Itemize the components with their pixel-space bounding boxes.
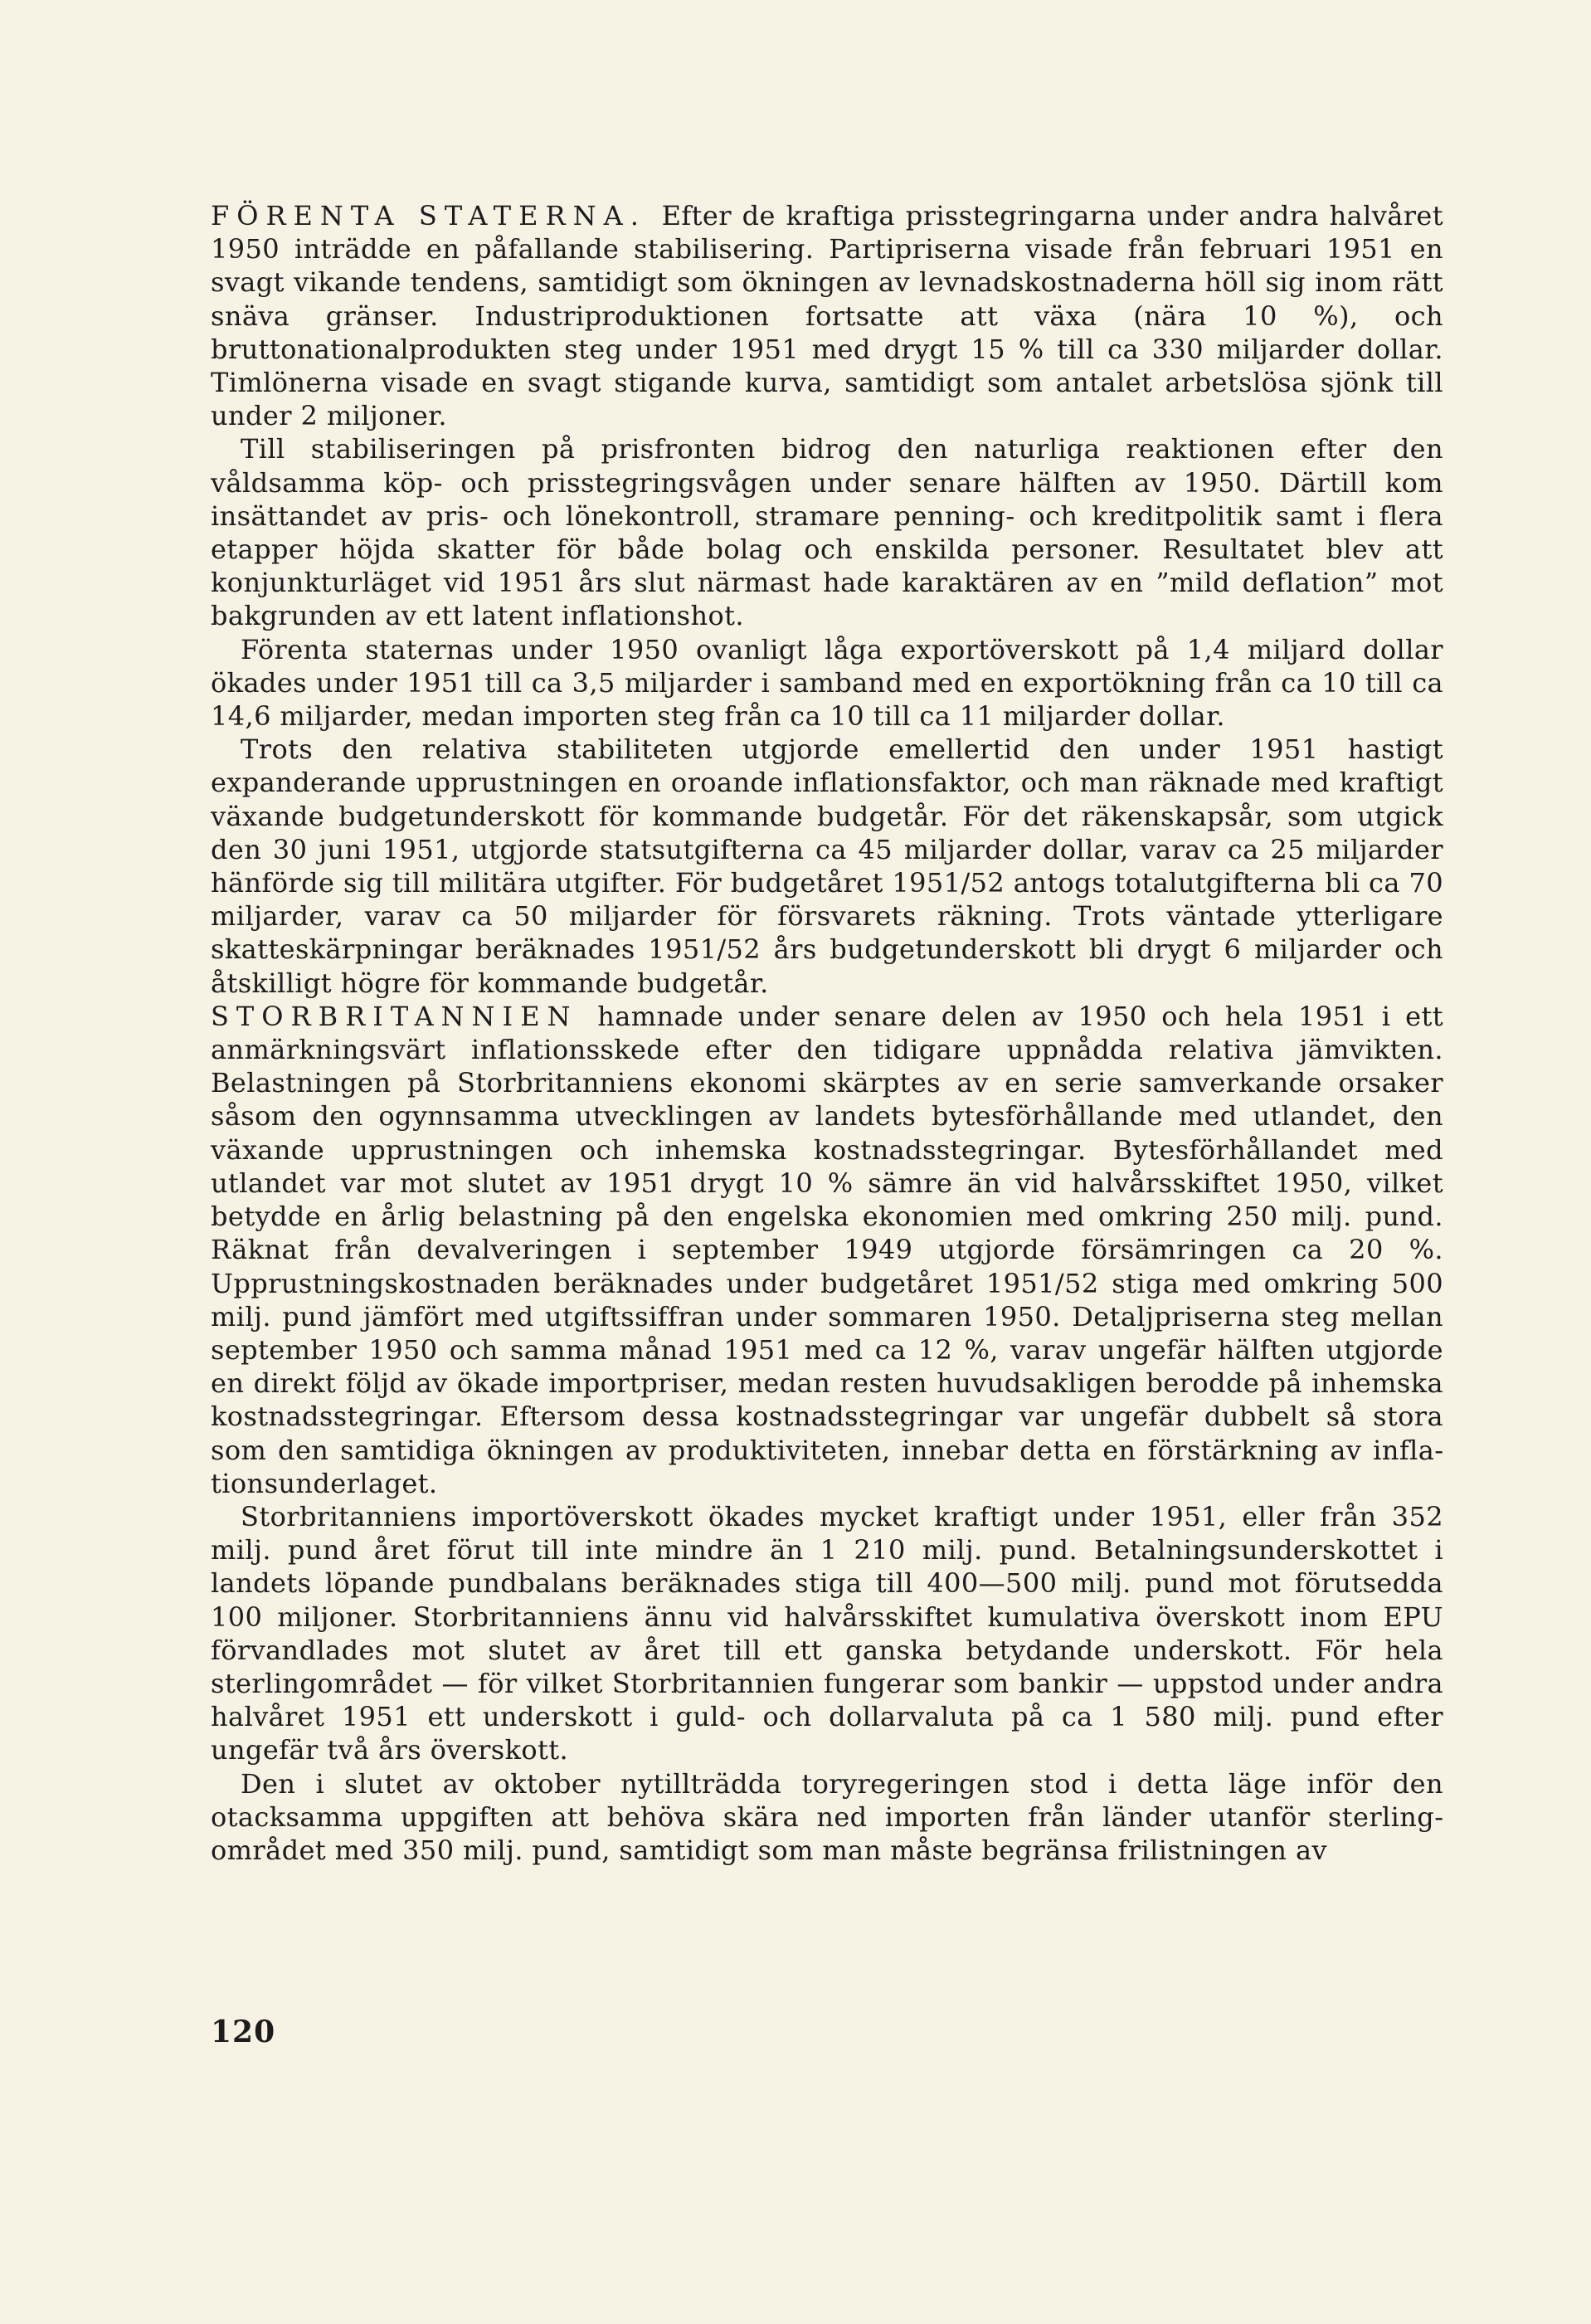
paragraph: Förenta staternas under 1950 ovanligt låga exportöverskott på 1,4 miljard dollar ökades under 1951 till ca 3,5 miljarder i samband med en exportökning från ca 10 till ca 14,6 miljarder, medan importen steg från ca 10 till ca 11 miljarder dollar. xyxy=(211,633,1443,733)
paragraph: Trots den relativa stabiliteten utgjorde emellertid den under 1951 hastigt expanderande upprustningen en oroande inflationsfaktor, och man räknade med kraftigt växande budgetunderskott för kommande budgetår. För det räkenskapsår, som utgick den 30 juni 1951, utgjorde statsutgifterna ca 45 miljarder dollar, varav ca 25 miljarder hänförde sig till militära utgifter. För budgetåret 1951/52 antogs totalutgifterna bli ca 70 miljarder, varav ca 50 miljarder för försvarets räkning. Trots väntade ytterligare skatteskärpningar beräknades 1951/52 års budgetunderskott bli drygt 6 miljarder och åtskilligt högre för kommande budgetår. xyxy=(211,733,1443,999)
paragraph-text: Efter de kraftiga prisstegringarna under andra halvåret 1950 inträdde en påfallande stabilisering. Partipriserna visade från februari 1951 en svagt vikande tendens, samtidigt som ökningen av levnadskostnaderna höll sig inom rätt snäva gränser. Industriproduktionen fortsatte att växa (nära 10 %), och bruttonationalprodukten steg under 1951 med drygt 15 % till ca 330 miljarder dollar. Timlönerna visade en svagt stigande kurva, samtidigt som antalet arbetslösa sjönk till under 2 miljoner. xyxy=(211,200,1444,432)
body-text xyxy=(211,199,1443,1867)
paragraph: Storbritanniens importöverskott ökades mycket kraftigt under 1951, eller från 352 milj. pund året förut till inte mindre än 1 210 milj. pund. Betalningsunderskottet i landets löpande pundbalans beräknades stiga till 400—500 milj. pund mot förutsedda 100 miljoner. Storbritanniens ännu vid halvårsskiftet kumulativa överskott inom EPU förvandlades mot slutet av året till ett ganska betydande underskott. För hela sterlingområdet — för vilket Storbritannien fungerar som bankir — uppstod under andra halvåret 1951 ett underskott i guld- och dollarvaluta på ca 1 580 milj. pund efter ungefär två års överskott. xyxy=(211,1500,1443,1766)
paragraph: Till stabiliseringen på prisfronten bidrog den naturliga reaktionen efter den våldsamma köp- och prisstegringsvågen under senare hälften av 1950. Därtill kom insättandet av pris- och lönekontroll, stramare penning- och kreditpolitik samt i flera etapper höjda skatter för både bolag och enskilda personer. Resultatet blev att konjunkturläget vid 1951 års slut närmast hade karaktären av en ”mild deflation” mot bakgrunden av ett latent inflationshot. xyxy=(211,433,1443,632)
paragraph-usa-intro xyxy=(211,199,1443,432)
paragraph-uk-intro xyxy=(211,1000,1443,1500)
section-heading-usa: FÖRENTA STATERNA. xyxy=(211,200,646,231)
paragraph-text: hamnade under senare delen av 1950 och hela 1951 i ett anmärkningsvärt inflationsskede efter den tidigare uppnådda relativa jämvikten. Belastningen på Storbritanniens ekonomi skärptes av en serie samverkande orsaker såsom den ogynnsamma utvecklingen av landets bytesförhållande med utlandet, den växande upprustningen och inhemska kostnadsstegringar. Bytesförhållandet med utlandet var mot slutet av 1951 drygt 10 % sämre än vid halvårsskiftet 1950, vilket betydde en årlig belastning på den engelska ekonomien med omkring 250 milj. pund. Räknat från devalveringen i september 1949 utgjorde försämringen ca 20 %. Upprustningskostnaden beräknades under budgetåret 1951/52 stiga med omkring 500 milj. pund jämfört med utgiftssiffran under sommaren 1950. Detaljpriserna steg mellan september 1950 och samma månad 1951 med ca 12 %, varav ungefär hälften utgjorde en direkt följd av ökade importpriser, medan resten huvudsakligen berodde på inhemska kostnadsstegringar. Eftersom dessa kostnadsstegringar var ungefär dubbelt så stora som den samtidiga ökningen av produktiviteten, innebar detta en förstärkning av inflationsunderlaget. xyxy=(211,1000,1443,1499)
section-heading-uk: STORBRITANNIEN xyxy=(211,1000,578,1032)
page-number: 120 xyxy=(211,2015,276,2049)
paragraph: Den i slutet av oktober nytillträdda toryregeringen stod i detta läge inför den otacksamma uppgiften att behöva skära ned importen från länder utanför sterlingområdet med 350 milj. pund, samtidigt som man måste begränsa frilistningen av xyxy=(211,1767,1443,1866)
